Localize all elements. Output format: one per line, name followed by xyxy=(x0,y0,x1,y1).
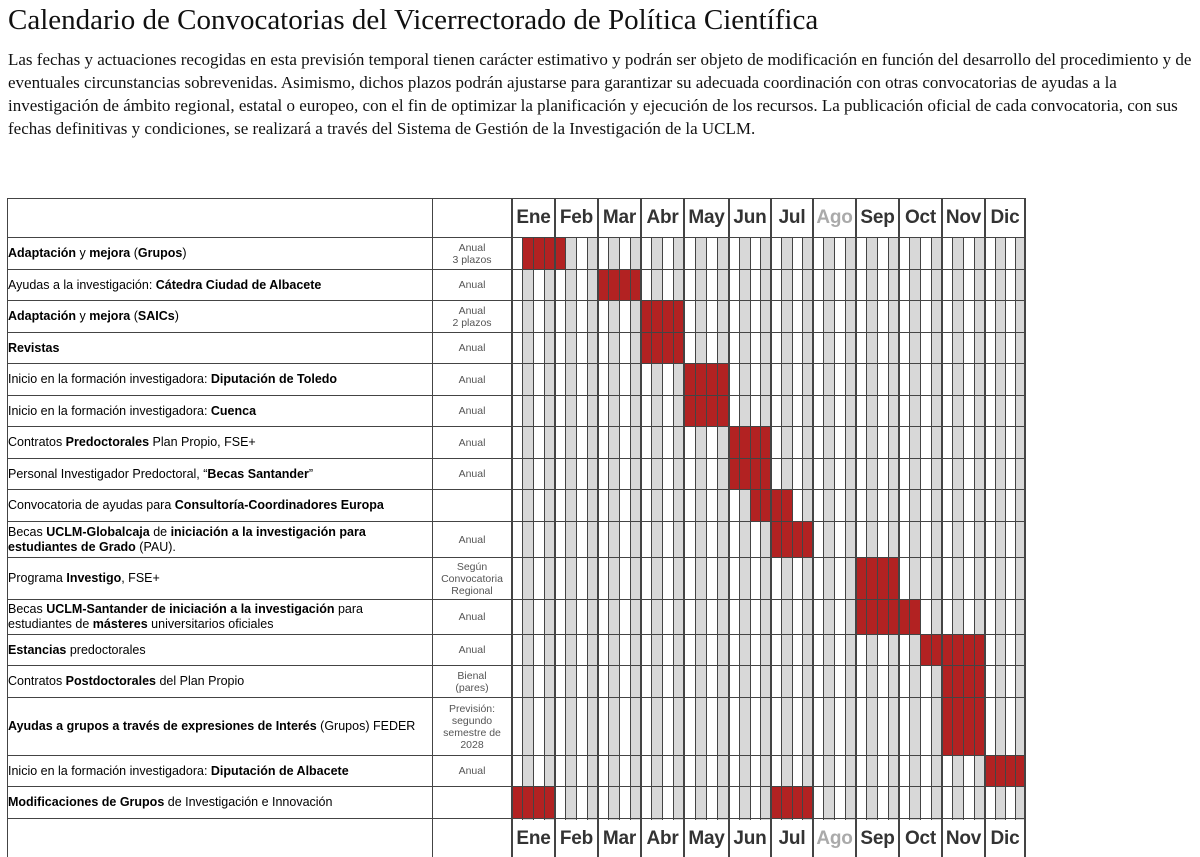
page-title: Calendario de Convocatorias del Vicerrectorado de Política Científica xyxy=(8,4,819,36)
month-gridline xyxy=(683,198,685,857)
active-week-cell xyxy=(942,697,953,755)
active-week-cell xyxy=(942,634,953,665)
row-label xyxy=(8,364,424,395)
active-week-cell xyxy=(771,786,782,818)
row-label-text: Ayudas a grupos a través de expresiones de Interés (Grupos) FEDER xyxy=(8,719,416,733)
frequency-text: Anual xyxy=(458,279,486,291)
frequency-text: Anual xyxy=(458,436,486,449)
month-gridline xyxy=(728,198,730,857)
row-label-text: Inicio en la formación investigadora: Cuenca xyxy=(8,403,257,418)
week-gridline xyxy=(587,237,588,820)
month-gridline xyxy=(941,198,943,857)
header-month-may: May xyxy=(688,206,725,228)
active-week-cell xyxy=(750,426,761,458)
row-label xyxy=(8,333,424,363)
active-week-cell xyxy=(878,557,889,599)
header-month-mar: Mar xyxy=(602,206,637,228)
header-month-jun: Jun xyxy=(733,206,767,228)
row-frequency xyxy=(434,459,510,489)
active-week-cell xyxy=(534,237,545,269)
footer-month-oct: Oct xyxy=(904,828,937,849)
header-month-jul: Jul xyxy=(778,206,806,228)
active-week-cell xyxy=(534,786,545,818)
week-stripe xyxy=(609,237,620,820)
month-gridline xyxy=(898,198,900,857)
active-week-cell xyxy=(792,521,803,557)
active-week-cell xyxy=(729,458,740,489)
active-week-cell xyxy=(684,363,695,395)
frequency-text: Anual xyxy=(458,468,486,480)
week-gridline xyxy=(877,237,878,820)
row-label-text: Modificaciones de Grupos de Investigación e Innovación xyxy=(8,795,333,809)
frequency-text: Anual xyxy=(458,342,486,354)
row-label xyxy=(8,558,424,599)
month-gridline xyxy=(812,198,814,857)
active-week-cell xyxy=(512,786,523,818)
week-gridline xyxy=(673,237,674,820)
active-week-cell xyxy=(964,665,975,697)
active-week-cell xyxy=(750,489,761,521)
active-week-cell xyxy=(695,363,706,395)
row-label-text: Estancias predoctorales xyxy=(8,642,146,657)
row-label-text: Becas UCLM-Globalcaja de iniciación a la investigación para estudiantes de Grado (PAU). xyxy=(8,524,366,554)
month-gridline xyxy=(855,198,857,857)
active-week-cell xyxy=(921,634,932,665)
row-frequency xyxy=(434,427,510,458)
row-frequency xyxy=(434,396,510,426)
footer-month-dic: Dic xyxy=(990,828,1020,849)
active-week-cell xyxy=(878,599,889,634)
column-divider xyxy=(432,198,433,857)
active-week-cell xyxy=(782,489,793,521)
active-week-cell xyxy=(899,599,910,634)
frequency-text: Anual xyxy=(458,373,486,386)
row-label-text: Adaptación y mejora (SAICs) xyxy=(8,309,179,323)
week-gridline xyxy=(802,237,803,820)
header-month-sep: Sep xyxy=(860,206,895,228)
week-stripe xyxy=(566,237,577,820)
intro-paragraph: Las fechas y actuaciones recogidas en esta previsión temporal tienen carácter estimativo y podrán ser objeto de modificación en función del desarrollo del procedimiento y de eventuales circunstancias sobrevenidas. Asimismo, dichos plazos podrán ajustarse para garantizar su adecuada coordinación con otras convocatorias de ayudas a la investigación de ámbito regional, estatal o europeo, con el fin de optimizar la planificación y ejecución de los recursos. La publicación oficial de cada convocatoria, con sus fechas definitivas y condiciones, se realizará a través del Sistema de Gestión de la Investigación de la UCLM. xyxy=(8,50,1192,138)
week-gridline xyxy=(866,237,867,820)
active-week-cell xyxy=(523,786,534,818)
footer-month-ago: Ago xyxy=(816,828,853,849)
week-stripe xyxy=(867,237,878,820)
active-week-cell xyxy=(771,521,782,557)
row-frequency xyxy=(434,490,510,521)
footer-month-ene: Ene xyxy=(516,828,551,849)
header-month-oct: Oct xyxy=(904,206,937,228)
footer-month-sep: Sep xyxy=(860,828,895,849)
week-gridline xyxy=(931,237,932,820)
frequency-text: Previsión: segundo semestre de 2028 xyxy=(443,702,501,751)
row-label xyxy=(8,427,424,458)
row-label xyxy=(8,301,424,332)
header-month-feb: Feb xyxy=(559,206,594,228)
week-gridline xyxy=(651,237,652,820)
frequency-text: Anual xyxy=(458,533,486,546)
active-week-cell xyxy=(523,237,534,269)
row-frequency xyxy=(434,522,510,557)
active-week-cell xyxy=(695,395,706,426)
week-gridline xyxy=(544,237,545,820)
header-month-nov: Nov xyxy=(945,206,982,228)
active-week-cell xyxy=(985,755,995,786)
active-week-cell xyxy=(740,426,751,458)
active-week-cell xyxy=(856,557,867,599)
week-gridline xyxy=(619,237,620,820)
week-gridline xyxy=(920,237,921,820)
week-stripe xyxy=(740,237,751,820)
active-week-cell xyxy=(964,634,975,665)
active-week-cell xyxy=(953,634,964,665)
week-gridline xyxy=(995,237,996,820)
row-label-text: Ayudas a la investigación: Cátedra Ciudad de Albacete xyxy=(8,277,322,292)
active-week-cell xyxy=(856,599,867,634)
week-stripe xyxy=(995,237,1005,820)
week-gridline xyxy=(952,237,953,820)
row-label xyxy=(8,600,424,634)
active-week-cell xyxy=(782,521,793,557)
active-week-cell xyxy=(910,599,921,634)
week-gridline xyxy=(781,237,782,820)
week-gridline xyxy=(963,237,964,820)
row-label-text: Personal Investigador Predoctoral, “Becas Santander” xyxy=(8,466,314,481)
row-frequency xyxy=(434,600,510,634)
week-gridline xyxy=(909,237,910,820)
week-gridline xyxy=(630,237,631,820)
active-week-cell xyxy=(555,237,566,269)
row-frequency xyxy=(434,787,510,818)
active-week-cell xyxy=(964,697,975,755)
row-label xyxy=(8,238,424,269)
row-frequency xyxy=(434,333,510,363)
week-gridline xyxy=(1005,237,1006,820)
header-month-ene: Ene xyxy=(516,206,551,228)
month-gridline xyxy=(984,198,986,857)
week-gridline xyxy=(717,237,718,820)
frequency-text: Anual 2 plazos xyxy=(452,304,492,329)
row-label-text: Becas UCLM-Santander de iniciación a la investigación para estudiantes de másteres universitarios oficiales xyxy=(8,602,363,631)
row-frequency xyxy=(434,270,510,300)
active-week-cell xyxy=(942,665,953,697)
active-week-cell xyxy=(995,755,1005,786)
active-week-cell xyxy=(867,599,878,634)
week-gridline xyxy=(706,237,707,820)
row-label xyxy=(8,756,424,786)
active-week-cell xyxy=(652,300,663,332)
row-frequency xyxy=(434,238,510,269)
week-gridline xyxy=(845,237,846,820)
month-gridline xyxy=(640,198,642,857)
row-label xyxy=(8,635,424,665)
week-gridline xyxy=(974,237,975,820)
week-gridline xyxy=(662,237,663,820)
active-week-cell xyxy=(792,786,803,818)
active-week-cell xyxy=(782,786,793,818)
week-stripe xyxy=(523,237,534,820)
footer-month-abr: Abr xyxy=(646,828,679,849)
active-week-cell xyxy=(1005,755,1015,786)
month-gridline xyxy=(554,198,556,857)
week-stripe xyxy=(695,237,706,820)
row-label xyxy=(8,490,424,521)
active-week-cell xyxy=(953,697,964,755)
row-label-text: Programa Investigo, FSE+ xyxy=(8,571,160,585)
row-label-text: Revistas xyxy=(8,340,60,355)
active-week-cell xyxy=(620,269,631,300)
active-week-cell xyxy=(663,332,674,363)
week-gridline xyxy=(739,237,740,820)
footer-month-may: May xyxy=(688,828,725,849)
week-gridline xyxy=(576,237,577,820)
month-gridline xyxy=(1024,198,1026,857)
month-gridline xyxy=(511,198,513,857)
row-label xyxy=(8,666,424,697)
row-label-text: Inicio en la formación investigadora: Diputación de Albacete xyxy=(8,763,349,778)
row-label xyxy=(8,459,424,489)
row-label xyxy=(8,787,424,818)
active-week-cell xyxy=(707,363,718,395)
frequency-text: Según Convocatoria Regional xyxy=(441,560,503,597)
row-frequency xyxy=(434,301,510,332)
header-month-ago: Ago xyxy=(816,206,853,228)
row-label-text: Contratos Postdoctorales del Plan Propio xyxy=(8,674,245,688)
active-week-cell xyxy=(652,332,663,363)
week-gridline xyxy=(750,237,751,820)
row-label xyxy=(8,698,424,755)
week-stripe xyxy=(910,237,921,820)
frequency-text: Anual 3 plazos xyxy=(452,241,492,266)
row-label-text: Convocatoria de ayudas para Consultoría-Coordinadores Europa xyxy=(8,498,384,512)
footer-month-feb: Feb xyxy=(559,828,594,849)
week-gridline xyxy=(760,237,761,820)
week-gridline xyxy=(695,237,696,820)
row-label-text: Adaptación y mejora (Grupos) xyxy=(8,246,187,260)
week-gridline xyxy=(565,237,566,820)
header-month-dic: Dic xyxy=(990,206,1020,228)
month-gridline xyxy=(597,198,599,857)
week-gridline xyxy=(834,237,835,820)
row-frequency xyxy=(434,364,510,395)
row-label xyxy=(8,270,424,300)
week-gridline xyxy=(823,237,824,820)
active-week-cell xyxy=(663,300,674,332)
active-week-cell xyxy=(641,300,652,332)
row-label-text: Contratos Predoctorales Plan Propio, FSE+ xyxy=(8,435,256,449)
active-week-cell xyxy=(867,557,878,599)
week-gridline xyxy=(533,237,534,820)
week-gridline xyxy=(792,237,793,820)
row-label xyxy=(8,396,424,426)
footer-month-jun: Jun xyxy=(733,828,767,849)
footer-month-nov: Nov xyxy=(945,828,982,849)
frequency-text: Anual xyxy=(458,644,486,656)
active-week-cell xyxy=(598,269,609,300)
row-frequency xyxy=(434,756,510,786)
week-gridline xyxy=(608,237,609,820)
row-frequency xyxy=(434,558,510,599)
frequency-text: Anual xyxy=(458,611,486,623)
active-week-cell xyxy=(953,665,964,697)
row-frequency xyxy=(434,698,510,755)
active-week-cell xyxy=(750,458,761,489)
active-week-cell xyxy=(771,489,782,521)
header-month-abr: Abr xyxy=(646,206,679,228)
frequency-text: Bienal (pares) xyxy=(455,669,489,694)
active-week-cell xyxy=(684,395,695,426)
week-gridline xyxy=(1015,237,1016,820)
row-frequency xyxy=(434,635,510,665)
month-gridline xyxy=(770,198,772,857)
active-week-cell xyxy=(641,332,652,363)
week-gridline xyxy=(522,237,523,820)
frequency-text: Anual xyxy=(458,765,486,777)
row-label-text: Inicio en la formación investigadora: Diputación de Toledo xyxy=(8,372,338,386)
active-week-cell xyxy=(740,458,751,489)
active-week-cell xyxy=(729,426,740,458)
active-week-cell xyxy=(609,269,620,300)
footer-month-mar: Mar xyxy=(602,828,637,849)
row-frequency xyxy=(434,666,510,697)
frequency-text: Anual xyxy=(458,405,486,417)
row-label xyxy=(8,522,424,557)
week-gridline xyxy=(888,237,889,820)
footer-month-jul: Jul xyxy=(778,828,806,849)
active-week-cell xyxy=(707,395,718,426)
week-stripe xyxy=(824,237,835,820)
row-divider xyxy=(7,818,1025,819)
